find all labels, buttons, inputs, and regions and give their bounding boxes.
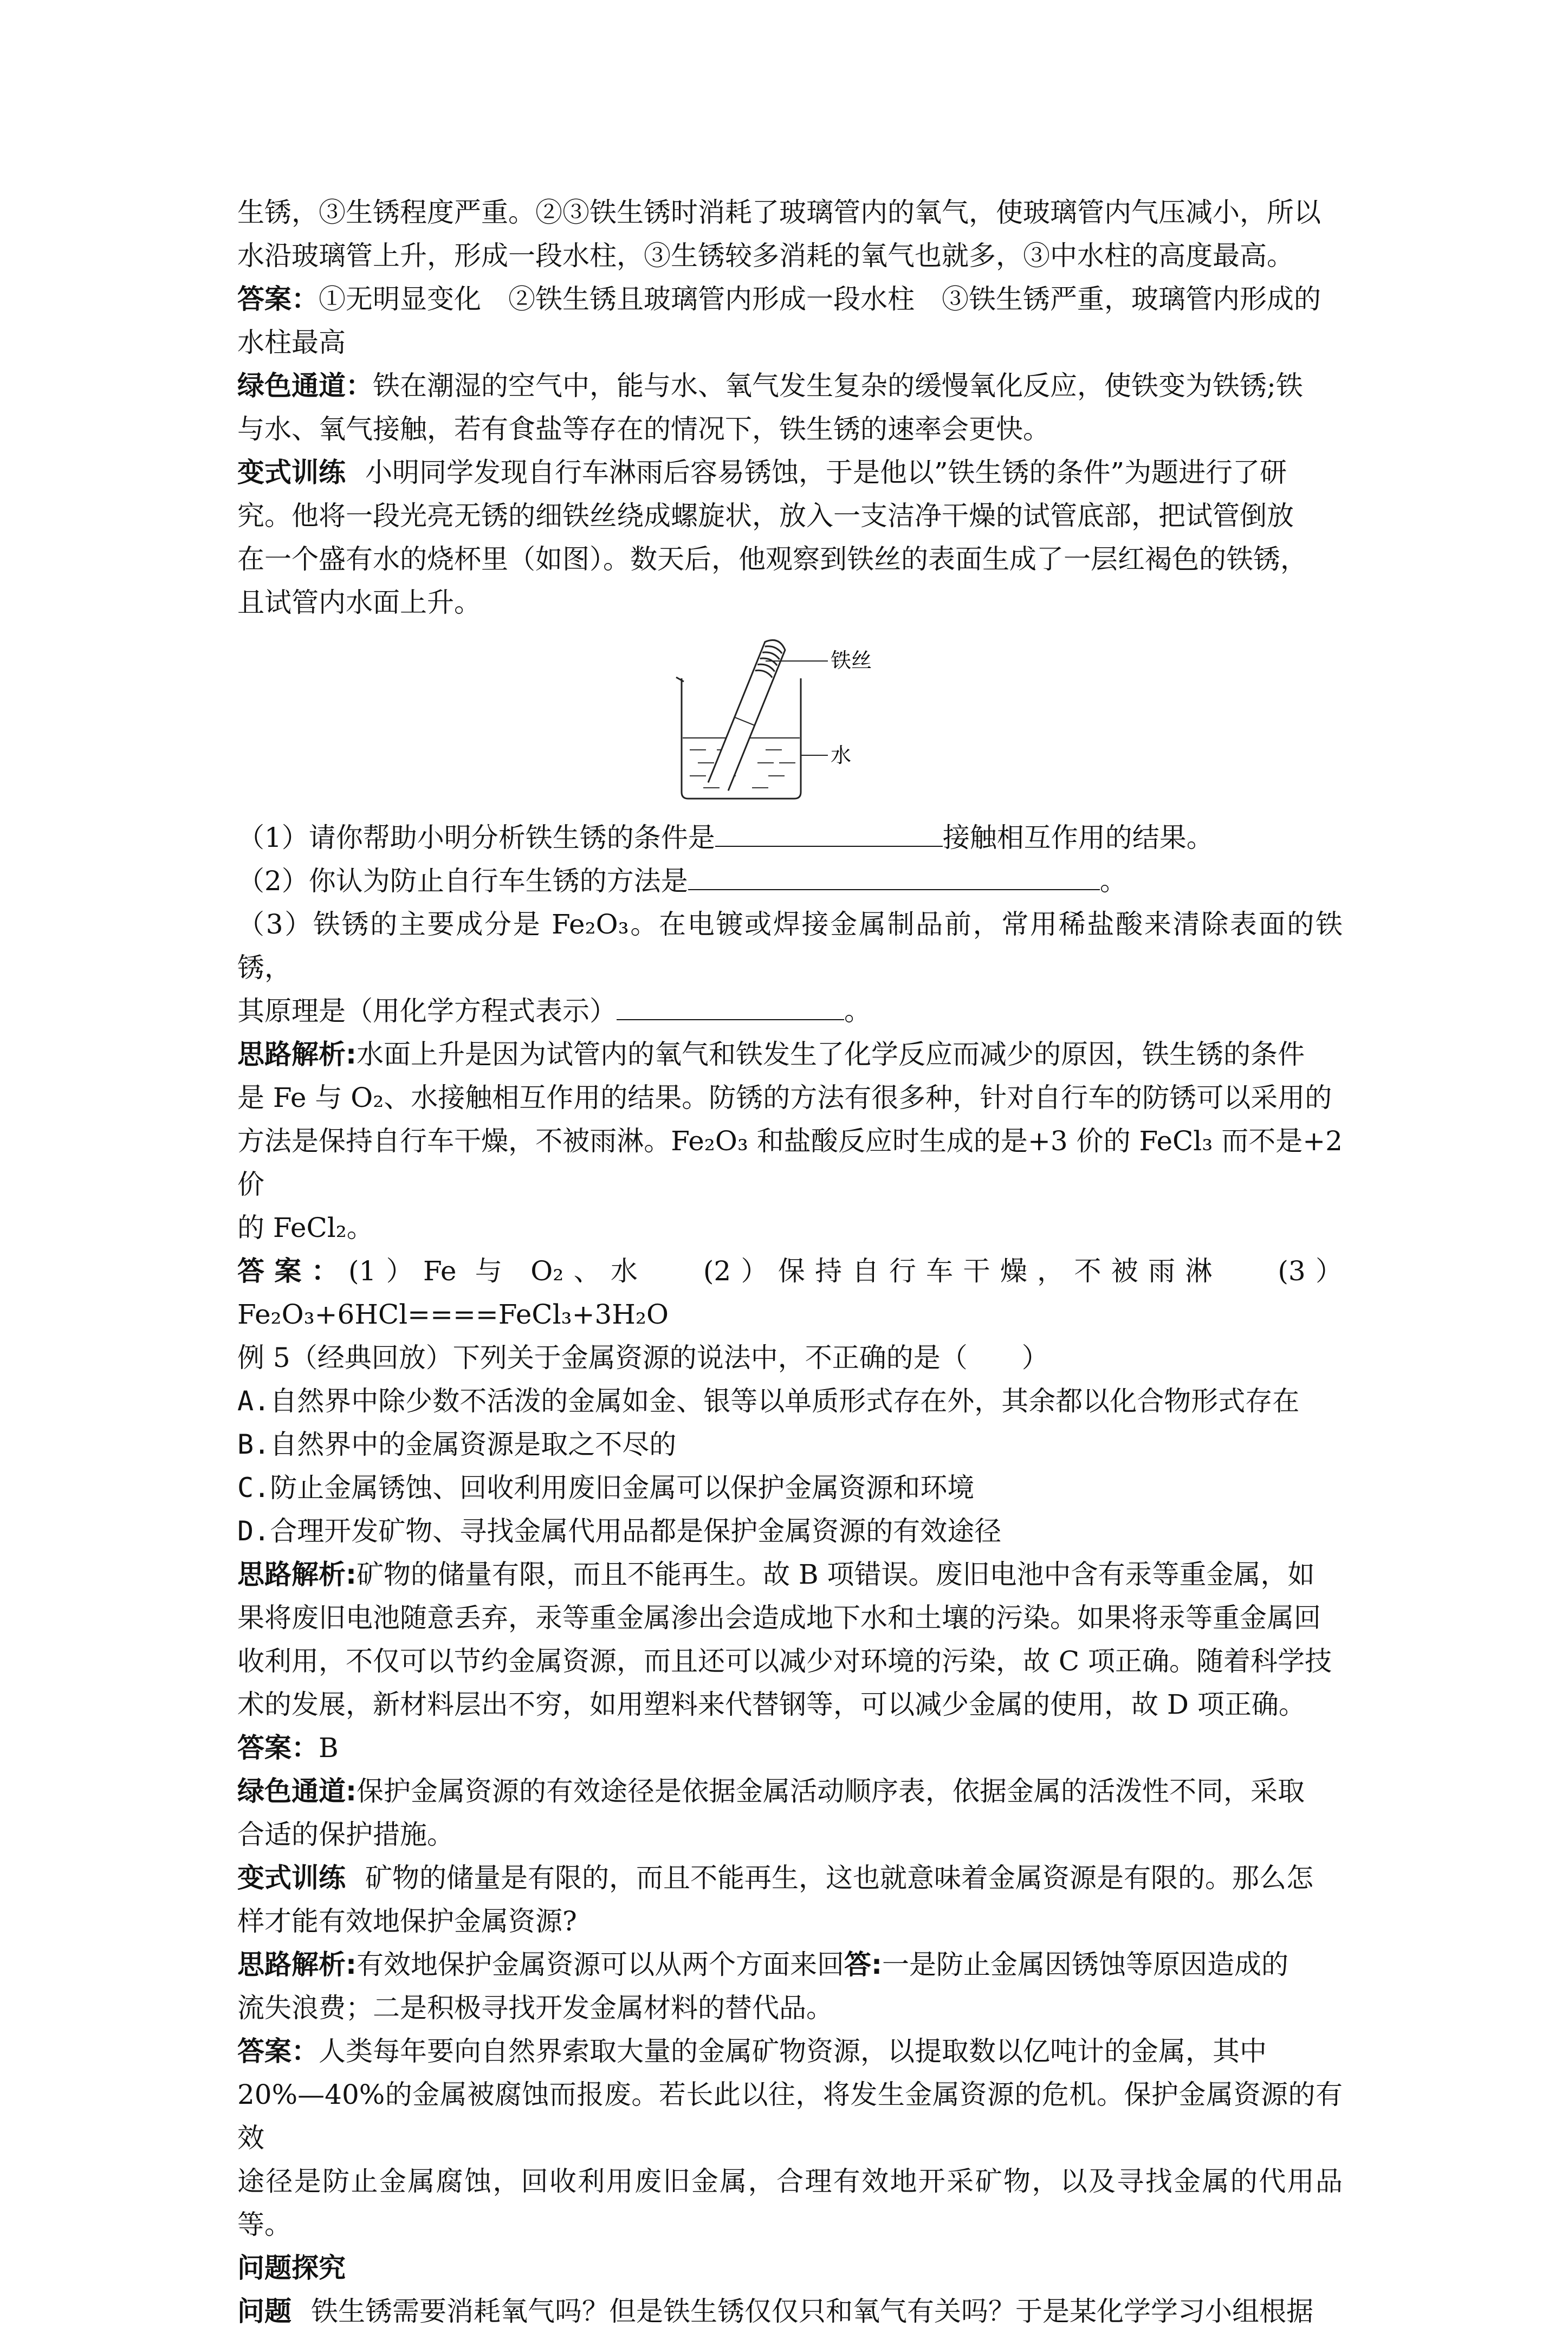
answer-paragraph (237, 277, 1343, 321)
answer-paragraph (237, 1726, 1343, 1770)
analysis-label: 思路解析: (237, 1039, 357, 1070)
question-3-continued (237, 989, 1343, 1033)
text-line: 合适的保护措施。 (237, 1819, 454, 1850)
text-line: 的 FeCl₂。 (237, 1212, 374, 1243)
test-tube (708, 637, 787, 790)
green-channel-paragraph (237, 364, 1343, 407)
section-heading: 问题探究 (237, 2252, 346, 2284)
answer-blank[interactable] (688, 862, 1100, 890)
text-line: 究。他将一段光亮无锈的细铁丝绕成螺旋状，放入一支洁净干燥的试管底部，把试管倒放 (237, 500, 1294, 532)
variant-training-label: 变式训练 (237, 457, 346, 488)
answer-label: 答案： (237, 283, 319, 315)
analysis-text: 有效地保护金属资源可以从两个方面来回 (357, 1949, 844, 1980)
question-text: 。 (1099, 865, 1127, 897)
example-5-question: 例 5（经典回放）下列关于金属资源的说法中，不正确的是（ ） (237, 1342, 1049, 1373)
analysis-text: 矿物的储量有限，而且不能再生。故 B 项错误。废旧电池中含有汞等重金属，如 (357, 1559, 1315, 1590)
beaker-figure (237, 630, 1343, 814)
text-line: 20%—40%的金属被腐蚀而报废。若长此以往，将发生金属资源的危机。保护金属资源的有效 (237, 2079, 1343, 2154)
answer-continued: 水柱最高 (237, 327, 346, 358)
answer-label: 答案： (237, 2036, 319, 2067)
beaker-lip (676, 677, 684, 682)
variant-training-text: 小明同学发现自行车淋雨后容易锈蚀，于是他以”铁生锈的条件”为题进行了研 (365, 457, 1287, 488)
analysis-label: 思路解析: (237, 1949, 357, 1980)
analysis-paragraph (237, 1033, 1343, 1076)
problem-label: 问题 (237, 2296, 291, 2327)
option-c: C.防止金属锈蚀、回收利用废旧金属可以保护金属资源和环境 (237, 1472, 975, 1504)
text-line: 在一个盛有水的烧杯里（如图）。数天后，他观察到铁丝的表面生成了一层红褐色的铁锈， (237, 543, 1307, 575)
problem-paragraph (237, 2290, 1343, 2333)
beaker-test-tube-diagram (665, 630, 882, 808)
analysis-paragraph (237, 1553, 1343, 1596)
answer-text: 人类每年要向自然界索取大量的金属矿物资源，以提取数以亿吨计的金属，其中 (319, 2036, 1267, 2067)
option-d: D.合理开发矿物、寻找金属代用品都是保护金属资源的有效途径 (237, 1515, 1002, 1547)
question-text: 其原理是（用化学方程式表示） (237, 995, 617, 1027)
text-line: 是 Fe 与 O₂、水接触相互作用的结果。防锈的方法有很多种，针对自行车的防锈可以采用的 (237, 1082, 1332, 1113)
document-body (237, 191, 1343, 2333)
answer-text: ①无明显变化 ②铁生锈且玻璃管内形成一段水柱 ③铁生锈严重，玻璃管内形成的 (319, 283, 1321, 315)
question-1 (237, 816, 1343, 859)
green-channel-paragraph (237, 1770, 1343, 1813)
green-channel-text: 保护金属资源的有效途径是依据金属活动顺序表，依据金属的活泼性不同，采取 (357, 1775, 1305, 1807)
analysis-text: 水面上升是因为试管内的氧气和铁发生了化学反应而减少的原因，铁生锈的条件 (357, 1039, 1305, 1070)
text-line: 样才能有效地保护金属资源? (237, 1906, 577, 1937)
answer-text: (1）Fe 与 O₂、水 (2）保持自行车干燥，不被雨淋 (3）Fe₂O₃+6HCl====FeCl₃+3H₂O (237, 1255, 1343, 1330)
iron-wire-label: 铁丝 (831, 649, 872, 672)
question-3: （3）铁锈的主要成分是 Fe₂O₃。在电镀或焊接金属制品前，常用稀盐酸来清除表面的铁锈， (237, 909, 1343, 983)
text-line: 收利用，不仅可以节约金属资源，而且还可以减少对环境的污染，故 C 项正确。随着科学技 (237, 1645, 1332, 1677)
variant-training-paragraph (237, 1856, 1343, 1900)
green-channel-continued: 与水、氧气接触，若有食盐等存在的情况下，铁生锈的速率会更快。 (237, 413, 1050, 445)
green-channel-text: 铁在潮湿的空气中，能与水、氧气发生复杂的缓慢氧化反应，使铁变为铁锈;铁 (373, 370, 1303, 401)
text-line: 果将废旧电池随意丢弃，汞等重金属渗出会造成地下水和土壤的污染。如果将汞等重金属回 (237, 1602, 1321, 1634)
analysis-label: 思路解析: (237, 1559, 357, 1590)
text-line: 术的发展，新材料层出不穷，如用塑料来代替钢等，可以减少金属的使用，故 D 项正确。 (237, 1689, 1306, 1720)
option-b: B.自然界中的金属资源是取之不尽的 (237, 1429, 677, 1460)
question-2 (237, 859, 1343, 903)
green-channel-label: 绿色通道： (237, 370, 373, 401)
text-line: 途径是防止金属腐蚀，回收利用废旧金属，合理有效地开采矿物，以及寻找金属的代用品等。 (237, 2166, 1343, 2240)
variant-training-text: 矿物的储量是有限的，而且不能再生，这也就意味着金属资源是有限的。那么怎 (365, 1862, 1313, 1894)
variant-training-paragraph (237, 451, 1343, 494)
answer-label: 答案： (237, 1732, 319, 1764)
answer-paragraph (237, 2030, 1343, 2073)
text-line: 流失浪费；二是积极寻找开发金属材料的替代品。 (237, 1992, 833, 2024)
text-line: 水沿玻璃管上升，形成一段水柱，③生锈较多消耗的氧气也就多，③中水柱的高度最高。 (237, 240, 1294, 271)
text-line: 生锈，③生锈程度严重。②③铁生锈时消耗了玻璃管内的氧气，使玻璃管内气压减小，所以 (237, 197, 1321, 228)
question-text: （1）请你帮助小明分析铁生锈的条件是 (237, 822, 715, 853)
variant-training-label: 变式训练 (237, 1862, 346, 1894)
green-channel-label: 绿色通道: (237, 1775, 357, 1807)
question-text: 。 (844, 995, 871, 1027)
analysis-text: 一是防止金属因锈蚀等原因造成的 (882, 1949, 1288, 1980)
question-text: （2）你认为防止自行车生锈的方法是 (237, 865, 688, 897)
answer-label: 答案： (237, 1255, 348, 1287)
question-text: 接触相互作用的结果。 (942, 822, 1214, 853)
answer-blank[interactable] (617, 992, 844, 1020)
answer-text: B (319, 1732, 339, 1764)
answer-inline-label: 答: (844, 1949, 882, 1980)
answer-blank[interactable] (715, 819, 943, 847)
water-label: 水 (831, 743, 852, 767)
problem-text: 铁生锈需要消耗氧气吗？但是铁生锈仅仅只和氧气有关吗？于是某化学学习小组根据 (311, 2296, 1313, 2327)
answer-paragraph (237, 1249, 1343, 1336)
text-line: 且试管内水面上升。 (237, 587, 481, 618)
text-line: 方法是保持自行车干燥，不被雨淋。Fe₂O₃ 和盐酸反应时生成的是+3 价的 FeCl₃ 而不是+2 价 (237, 1125, 1343, 1200)
option-a: A.自然界中除少数不活泼的金属如金、银等以单质形式存在外，其余都以化合物形式存在 (237, 1385, 1300, 1417)
analysis-paragraph (237, 1943, 1343, 1986)
